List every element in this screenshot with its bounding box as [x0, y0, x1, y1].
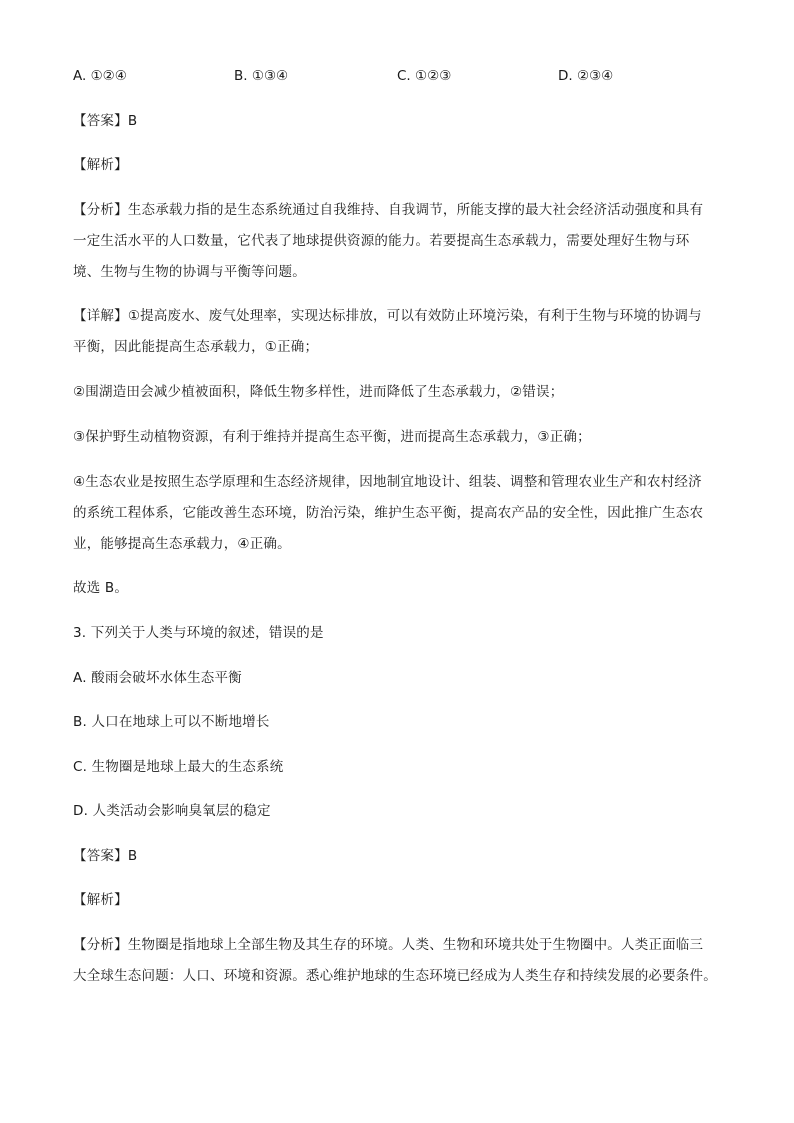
q2-answer: [73, 111, 137, 131]
q3-question: 3. 下列关于人类与环境的叙述，错误的是: [73, 625, 324, 641]
q3-answer-label: 【答案】: [73, 848, 128, 864]
q3-option-c: C. 生物圈是地球上最大的生态系统: [73, 759, 284, 775]
q3-fenxi-line-1: 【分析】生物圈是指地球上全部生物及其生存的环境。人类、生物和环境共处于生物圈中。人类正面临三: [73, 937, 704, 953]
q2-point-4-line-2: 的系统工程体系，它能改善生态环境，防治污染，维护生态平衡，提高农产品的安全性，因此推广生态农: [73, 505, 704, 521]
q3-option-d: D. 人类活动会影响臭氧层的稳定: [73, 803, 271, 819]
q2-xiangjie-label: 【详解】: [73, 308, 128, 324]
q2-point-4-line-1: ④生态农业是按照生态学原理和生态经济规律，因地制宜地设计、组装、调整和管理农业生产和农村经济: [73, 474, 702, 490]
q2-xiangjie-line-2: 平衡，因此能提高生态承载力，①正确；: [73, 339, 319, 355]
q2-option-c: C. ①②③: [397, 68, 452, 84]
q3-answer-value: B: [127, 848, 138, 864]
q2-fenxi-label: 【分析】: [73, 202, 128, 218]
q3-answer: [73, 846, 137, 866]
q2-answer-value: B: [127, 113, 138, 129]
q2-analysis-heading: 【解析】: [73, 157, 128, 173]
q3-analysis-heading: 【解析】: [73, 892, 128, 908]
q3-option-b: B. 人口在地球上可以不断地增长: [73, 714, 270, 730]
q2-point-4-line-3: 业，能够提高生态承载力，④正确。: [73, 536, 291, 552]
q2-option-d: D. ②③④: [558, 68, 614, 84]
q3-fenxi-label: 【分析】: [73, 937, 128, 953]
q2-conclusion: 故选 B。: [73, 580, 129, 596]
q2-point-3: ③保护野生动植物资源，有利于维持并提高生态平衡，进而提高生态承载力，③正确；: [73, 429, 591, 445]
q2-fenxi-line-2: 一定生活水平的人口数量，它代表了地球提供资源的能力。若要提高生态承载力，需要处理好生物与环: [73, 233, 690, 249]
q2-fenxi-line-1: 【分析】生态承载力指的是生态系统通过自我维持、自我调节，所能支撑的最大社会经济活动强度和具有: [73, 202, 704, 218]
q2-point-2: ②围湖造田会减少植被面积，降低生物多样性，进而降低了生态承载力，②错误；: [73, 384, 564, 400]
q3-option-a: A. 酸雨会破坏水体生态平衡: [73, 670, 242, 686]
q3-fenxi-line-2: 大全球生态问题：人口、环境和资源。悉心维护地球的生态环境已经成为人类生存和持续发展的必要条件。: [73, 968, 717, 984]
q2-fenxi-line-3: 境、生物与生物的协调与平衡等问题。: [73, 264, 306, 280]
q2-answer-label: 【答案】: [73, 113, 128, 129]
q2-option-b: B. ①③④: [234, 68, 289, 84]
q2-xiangjie-line-1: 【详解】①提高废水、废气处理率，实现达标排放，可以有效防止环境污染，有利于生物与环境的协调与: [73, 308, 702, 324]
q2-option-a: A. ①②④: [73, 68, 127, 84]
